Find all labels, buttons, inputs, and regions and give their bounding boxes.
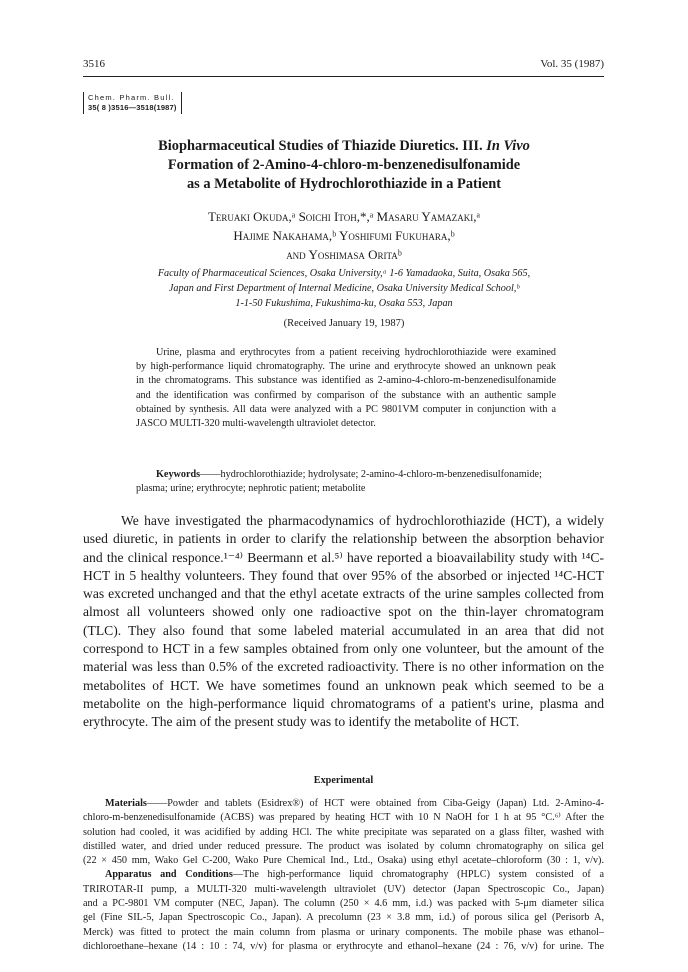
experimental-text	[83, 797, 604, 954]
section-heading: Experimental	[313, 775, 374, 786]
keywords-label: Keywords	[156, 469, 201, 480]
introduction-text	[83, 512, 604, 732]
experimental-line: TRIROTAR-II pump, a MULTI-320 multi-wavelength ultraviolet (UV) detector (Japan Spectroscopic Co., Japan)	[83, 883, 604, 895]
body-line: We have investigated the pharmacodynamics of hydrochlorothiazide (HCT), a widely	[121, 513, 604, 528]
volume-label: Vol. 35 (1987)	[540, 58, 604, 70]
citation-reference: 35( 8 )3516—3518(1987)	[88, 103, 177, 112]
apparatus-line: Apparatus and Conditions—The high-performance liquid chromatography (HPLC) system consisted of a	[105, 869, 604, 881]
title-line-2: Formation of 2-Amino-4-chloro-m-benzenedisulfonamide	[167, 157, 521, 173]
title-line-1: Biopharmaceutical Studies of Thiazide Diuretics. III. In Vivo	[158, 138, 530, 154]
title-line-3: as a Metabolite of Hydrochlorothiazide in a Patient	[186, 176, 502, 192]
body-line: (TLC). They also found that some labeled material accumulated in an area that did not	[83, 622, 604, 638]
body-line: almost all volunteers showed only one radioactive spot on the thin-layer chromatogram	[83, 604, 604, 620]
abstract-line: in the chromatograms. This substance was identified as 2-amino-4-chloro-m-benzenedisulfonamide	[136, 375, 556, 387]
body-line: used diuretic, in patients in order to clarify the relationship between the absorption behavior	[83, 531, 604, 547]
experimental-line: and a PC-9801 VM computer (NEC, Japan). The column (250 × 4.6 mm, i.d.) was packed with 5-μm diameter silica	[83, 898, 604, 910]
article-title	[100, 137, 588, 194]
abstract-line: and the identification was confirmed by comparison of the substance with an authentic sample	[136, 389, 556, 401]
keywords	[136, 468, 556, 496]
abstract	[136, 346, 556, 431]
keywords-line-2: plasma; urine; erythrocyte; nephrotic patient; metabolite	[136, 483, 366, 495]
page-number: 3516	[83, 58, 105, 70]
abstract-line: by high-performance liquid chromatography. The urine and erythrocyte showed an unknown peak	[136, 361, 556, 373]
affiliations	[80, 266, 608, 311]
experimental-line: dichloroethane–hexane (14 : 10 : 74, v/v) for plasma or erythrocyte and ethanol–hexane (24 : 76, v/v) for urine. The	[83, 940, 604, 952]
experimental-line: chloro-m-benzenedisulfonamide (ACBS) was prepared by heating HCT with 10 N NaOH for 1 h at 95 °C.⁶⁾ After the	[83, 812, 604, 824]
experimental-line: Merck) was fitted to protect the main column from plasma or urinary components. The mobile phase was ethanol–	[83, 926, 604, 938]
abstract-line: Urine, plasma and erythrocytes from a patient receiving hydrochlorothiazide were examined	[156, 347, 556, 358]
body-line: and the clinical responce.¹⁻⁴⁾ Beermann et al.⁵⁾ have reported a bioavailability study with ¹⁴C-	[83, 549, 604, 565]
authors-line-3: and Yoshimasa Oritaᵇ	[286, 247, 402, 262]
keywords-line-1: Keywords——hydrochlorothiazide; hydrolysate; 2-amino-4-chloro-m-benzenedisulfonamide;	[156, 469, 542, 480]
body-line: metabolite on the high-performance liquid chromatograms of a patient's urine, plasma and	[83, 695, 604, 711]
abstract-line: JASCO MULTI-320 multi-wavelength ultraviolet detector.	[136, 418, 376, 430]
body-line: erythrocyte. The aim of the present study was to identify the metabolite of HCT.	[83, 714, 520, 730]
authors-line-1: Teruaki Okuda,ᵃ Soichi Itoh,*,ᵃ Masaru Yamazaki,ᵃ	[207, 209, 481, 224]
experimental-line: (22 × 450 mm, Wako Gel C-200, Wako Pure Chemical Ind., Ltd., Osaka) using ethyl acetate–chloroform (30 : 1, v/v).	[83, 855, 604, 867]
header-rule	[83, 76, 604, 77]
citation-box	[83, 92, 182, 114]
abstract-line: obtained by synthesis. All data were analyzed with a PC 9801VM computer in conjunction with a	[136, 403, 556, 415]
title-in-vivo: In Vivo	[486, 138, 530, 154]
body-line: material was less than 0.5% of the excreted radioactivity. There is no other information on the	[83, 659, 604, 675]
affiliation-line-1: Faculty of Pharmaceutical Sciences, Osaka University,ᵃ 1-6 Yamadaoka, Suita, Osaka 565,	[157, 268, 531, 279]
affiliation-line-2: Japan and First Department of Internal Medicine, Osaka University Medical School,ᵇ	[168, 283, 520, 294]
materials-line: Materials——Powder and tablets (Esidrex®) of HCT were obtained from Ciba-Geigy (Japan) Ltd. 2-Amino-4-	[105, 798, 604, 809]
received-date: (Received January 19, 1987)	[283, 318, 405, 329]
experimental-line: solution had cooled, it was acidified by adding HCl. The white precipitate was separated on a glass filter, washed with	[83, 826, 604, 838]
authors-line-2: Hajime Nakahama,ᵇ Yoshifumi Fukuhara,ᵇ	[233, 228, 455, 243]
citation-journal: Chem. Pharm. Bull.	[88, 93, 175, 102]
affiliation-line-3: 1-1-50 Fukushima, Fukushima-ku, Osaka 553, Japan	[235, 298, 453, 309]
body-line: correspond to HCT in a few samples obtained from only one volunteer, but the amount of the	[83, 641, 604, 657]
body-line: was excreted unchanged and that the ethyl acetate extracts of the urine samples collected from	[83, 586, 604, 602]
body-line: metabolites of HCT. We have sometimes found an unknown peak which seemed to be a	[83, 677, 604, 693]
materials-label: Materials	[105, 798, 147, 809]
body-line: HCT in 5 healthy volunteers. They found that over 95% of the absorbed or injected ¹⁴C-HCT	[83, 567, 604, 583]
experimental-line: distilled water, and dried under reduced pressure. The product was isolated by column chromatography on silica gel	[83, 840, 604, 852]
apparatus-label: Apparatus and Conditions	[105, 869, 233, 881]
author-list	[100, 207, 588, 264]
experimental-line: gel (Fine SIL-5, Japan Spectroscopic Co., Japan). A precolumn (23 × 3.8 mm, i.d.) of porous silica gel (Perisorb A,	[83, 912, 604, 924]
